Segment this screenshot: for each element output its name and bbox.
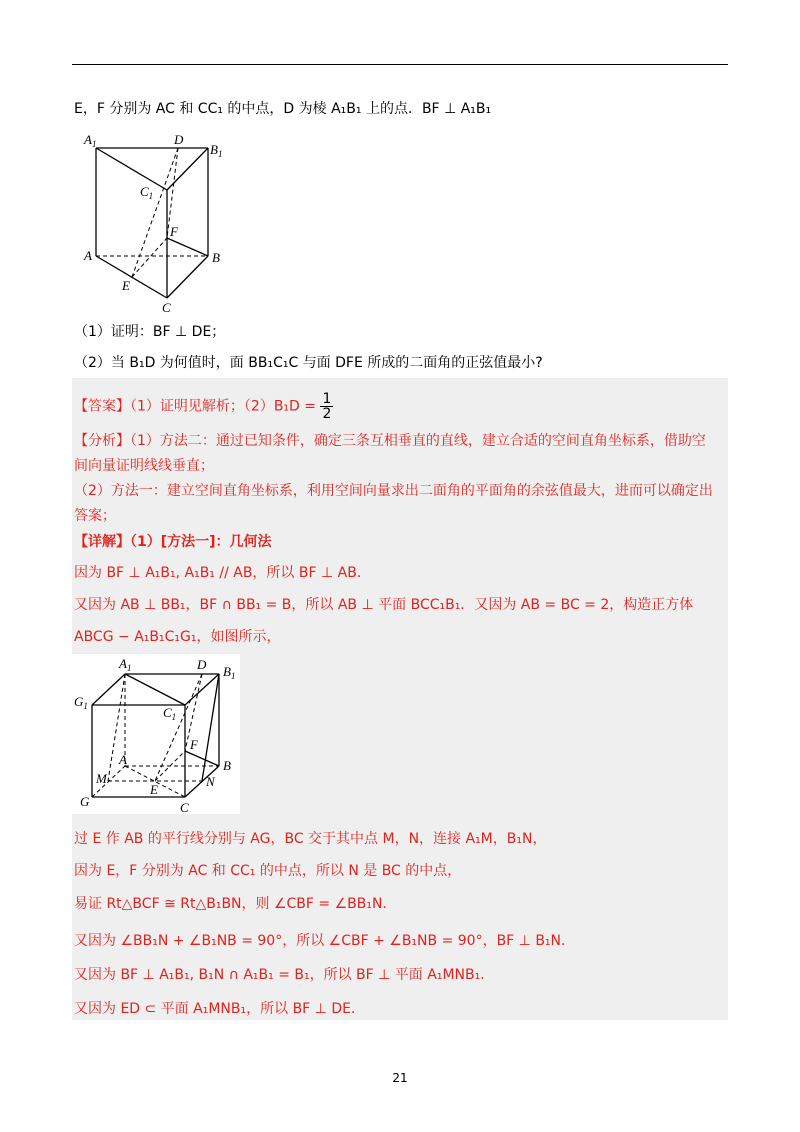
question-2: （2）当 B₁D 为何值时，面 BB₁C₁C 与面 DFE 所成的二面角的正弦值最小? [74, 355, 543, 371]
svg-text:G: G [80, 794, 90, 809]
svg-text:C1: $C_1$ [140, 184, 154, 201]
svg-text:A: A [84, 248, 92, 263]
svg-text:B: B [212, 250, 220, 265]
detail-step-3: ABCG − A₁B₁C₁G₁，如图所示， [74, 629, 281, 645]
detail-step-1: 因为 BF ⊥ A₁B₁, A₁B₁ // AB，所以 BF ⊥ AB． [74, 565, 371, 581]
answer-text: （1）证明见解析；（2）B₁D = [130, 398, 316, 415]
detail-step-4: 过 E 作 AB 的平行线分别与 AG，BC 交于其中点 M，N，连接 A₁M，B₁N， [74, 831, 547, 847]
svg-text:N: N [206, 774, 215, 789]
cube-diagram [72, 654, 240, 814]
figure-prism [82, 128, 232, 313]
question-1: （1）证明：BF ⊥ DE； [74, 324, 226, 340]
svg-text:B: B [223, 758, 231, 773]
svg-text:G1: $G_1$ [74, 694, 88, 711]
svg-text:E: E [150, 782, 158, 797]
header-rule [72, 64, 728, 65]
fraction-numerator: 1 [322, 391, 332, 407]
problem-intro: E，F 分别为 AC 和 CC₁ 的中点，D 为棱 A₁B₁ 上的点．BF ⊥ A₁B₁ [74, 101, 492, 117]
analysis-line-2: 间向量证明线线垂直； [74, 458, 214, 474]
prism-diagram [82, 128, 232, 313]
svg-text:B1: $B_1$ [210, 142, 223, 159]
svg-text:E: E [122, 278, 130, 293]
svg-text:B1: $B_1$ [223, 664, 236, 681]
svg-text:A1: $A_1$ [119, 656, 132, 673]
detail-heading [74, 531, 272, 553]
answer-fraction [320, 392, 333, 421]
detail-step-2: 又因为 AB ⊥ BB₁，BF ∩ BB₁ = B，所以 AB ⊥ 平面 BCC₁B₁．又因为 AB = BC = 2，构造正方体 [74, 597, 694, 613]
svg-text:D: D [174, 132, 184, 147]
analysis-line-4: 答案； [74, 508, 116, 524]
detail-step-8: 又因为 BF ⊥ A₁B₁, B₁N ∩ A₁B₁ = B₁，所以 BF ⊥ 平面 A₁MNB₁． [74, 967, 495, 983]
svg-text:A: A [119, 752, 127, 767]
detail-step-7: 又因为 ∠BB₁N + ∠B₁NB = 90°，所以 ∠CBF + ∠B₁NB = 90°，BF ⊥ B₁N． [74, 933, 576, 949]
svg-text:F: F [170, 224, 178, 239]
analysis-line-3: （2）方法一：建立空间直角坐标系，利用空间向量求出二面角的平面角的余弦值最大，进而可以确定出 [74, 483, 713, 499]
svg-text:C: C [162, 300, 171, 313]
analysis-tag: 【分析】 [74, 433, 130, 449]
detail-step-5: 因为 E，F 分别为 AC 和 CC₁ 的中点，所以 N 是 BC 的中点， [74, 863, 462, 879]
svg-text:C: C [180, 800, 189, 814]
analysis-text-1: （1）方法二：通过已知条件，确定三条互相垂直的直线，建立合适的空间直角坐标系，借助空 [130, 433, 706, 449]
answer-line [74, 392, 333, 421]
detail-method: （1）[方法一]：几何法 [130, 534, 272, 550]
svg-text:M: M [96, 771, 107, 786]
detail-step-6: 易证 Rt△BCF ≅ Rt△B₁BN，则 ∠CBF = ∠BB₁N． [74, 896, 397, 912]
answer-tag: 【答案】 [74, 398, 130, 415]
page-number: 21 [392, 1071, 408, 1085]
analysis-line-1 [74, 430, 706, 452]
fraction-denominator: 2 [322, 406, 332, 422]
svg-text:A1: $A_1$ [84, 132, 97, 149]
svg-text:F: F [190, 737, 198, 752]
detail-tag: 【详解】 [74, 534, 130, 550]
figure-cube [72, 654, 240, 814]
svg-text:C1: $C_1$ [163, 705, 177, 722]
svg-text:D: D [197, 657, 207, 672]
detail-step-9: 又因为 ED ⊂ 平面 A₁MNB₁，所以 BF ⊥ DE． [74, 1001, 365, 1017]
